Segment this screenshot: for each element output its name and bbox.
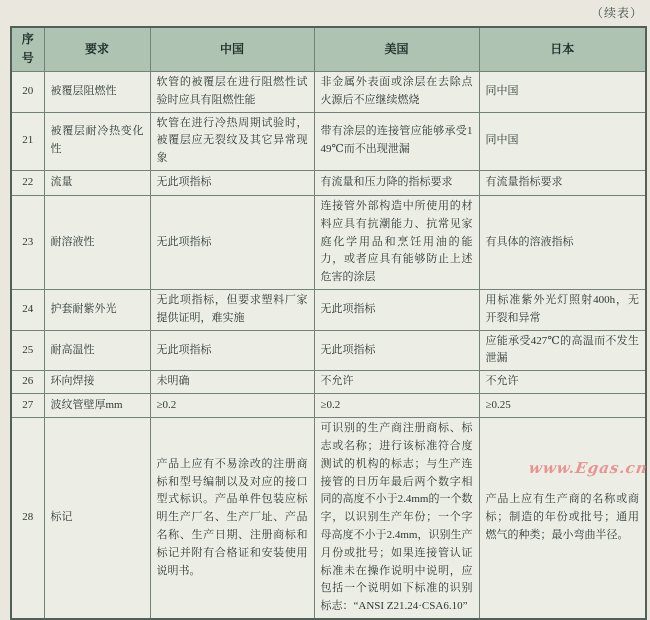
cell-seq: 20 bbox=[11, 71, 44, 112]
cell-requirement: 环向焊接 bbox=[44, 371, 150, 394]
table-row bbox=[11, 195, 646, 289]
cell-usa: 带有涂层的连接管应能够承受149℃而不出现泄漏 bbox=[314, 112, 479, 170]
header-row bbox=[11, 27, 646, 71]
table-row bbox=[11, 330, 646, 371]
cell-china: 无此项指标 bbox=[150, 330, 314, 371]
table-row bbox=[11, 112, 646, 170]
cell-usa: 可识别的生产商注册商标、标志或名称；进行该标准符合度测试的机构的标志；与生产连接管的日历年最后两个数字相同的高度不小于2.4mm的一个数字，以识别生产年份；一个字母高度不小于2.4mm，识别生产月份或批号；如果连接管认证标准未在操作说明中说明，应包括一个说明如下标准的识别标志：“ANSI Z21.24·CSA6.10” bbox=[314, 418, 479, 619]
cell-seq: 25 bbox=[11, 330, 44, 371]
cell-seq: 22 bbox=[11, 170, 44, 195]
table-row bbox=[11, 71, 646, 112]
header-requirement: 要求 bbox=[44, 27, 150, 71]
site-watermark: www.Egas.cn bbox=[527, 459, 650, 477]
header-china: 中国 bbox=[150, 27, 314, 71]
cell-china: 无此项指标 bbox=[150, 195, 314, 289]
cell-requirement: 标记 bbox=[44, 418, 150, 619]
cell-seq: 28 bbox=[11, 418, 44, 619]
cell-japan: 同中国 bbox=[479, 71, 646, 112]
cell-japan: 有流量指标要求 bbox=[479, 170, 646, 195]
header-usa: 美国 bbox=[314, 27, 479, 71]
cell-japan: 用标准紫外光灯照射400h，无开裂和异常 bbox=[479, 290, 646, 331]
document-page bbox=[10, 0, 645, 620]
cell-japan: 产品上应有生产商的名称或商标；制造的年份或批号；通用燃气的种类；最小弯曲半径。 bbox=[479, 418, 646, 619]
cell-usa: 不允许 bbox=[314, 371, 479, 394]
cell-seq: 21 bbox=[11, 112, 44, 170]
cell-japan: 有具体的溶液指标 bbox=[479, 195, 646, 289]
cell-seq: 24 bbox=[11, 290, 44, 331]
cell-requirement: 流量 bbox=[44, 170, 150, 195]
cell-china: 无此项指标，但要求塑料厂家提供证明，难实施 bbox=[150, 290, 314, 331]
cell-japan: 不允许 bbox=[479, 371, 646, 394]
cell-china: 无此项指标 bbox=[150, 170, 314, 195]
header-japan: 日本 bbox=[479, 27, 646, 71]
cell-seq: 26 bbox=[11, 371, 44, 394]
table-row bbox=[11, 418, 646, 619]
cell-japan: 应能承受427℃的高温而不发生泄漏 bbox=[479, 330, 646, 371]
table-row bbox=[11, 371, 646, 394]
cell-seq: 23 bbox=[11, 195, 44, 289]
cell-china: 软管在进行冷热周期试验时，被覆层应无裂纹及其它异常现象 bbox=[150, 112, 314, 170]
cell-requirement: 耐高温性 bbox=[44, 330, 150, 371]
cell-usa: 有流量和压力降的指标要求 bbox=[314, 170, 479, 195]
cell-usa: 无此项指标 bbox=[314, 330, 479, 371]
cell-usa: 连接管外部构造中所使用的材料应具有抗潮能力、抗常见家庭化学用品和烹饪用油的能力，或者应具有能够防止上述危害的涂层 bbox=[314, 195, 479, 289]
cell-seq: 27 bbox=[11, 394, 44, 418]
comparison-table bbox=[10, 26, 650, 620]
cell-usa: 无此项指标 bbox=[314, 290, 479, 331]
table-row bbox=[11, 394, 646, 418]
cell-requirement: 耐溶液性 bbox=[44, 195, 150, 289]
cell-japan: 同中国 bbox=[479, 112, 646, 170]
continued-table-label: （续表） bbox=[590, 6, 643, 20]
cell-china: ≥0.2 bbox=[150, 394, 314, 418]
cell-requirement: 护套耐紫外光 bbox=[44, 290, 150, 331]
header-seq: 序号 bbox=[11, 27, 44, 71]
cell-requirement: 被覆层耐冷热变化性 bbox=[44, 112, 150, 170]
table-row bbox=[11, 290, 646, 331]
cell-requirement: 波纹管壁厚mm bbox=[44, 394, 150, 418]
cell-china: 软管的被覆层在进行阻燃性试验时应具有阻燃性能 bbox=[150, 71, 314, 112]
cell-requirement: 被覆层阻燃性 bbox=[44, 71, 150, 112]
table-row bbox=[11, 170, 646, 195]
cell-usa: ≥0.2 bbox=[314, 394, 479, 418]
cell-china: 未明确 bbox=[150, 371, 314, 394]
cell-china: 产品上应有不易涂改的注册商标和型号编制以及对应的接口型式标识。产品单件包装应标明生产厂名、生产厂址、产品名称、生产日期、注册商标和标记并附有合格证和安装使用说明书。 bbox=[150, 418, 314, 619]
cell-japan: ≥0.25 bbox=[479, 394, 646, 418]
cell-usa: 非金属外表面或涂层在去除点火源后不应继续燃烧 bbox=[314, 71, 479, 112]
